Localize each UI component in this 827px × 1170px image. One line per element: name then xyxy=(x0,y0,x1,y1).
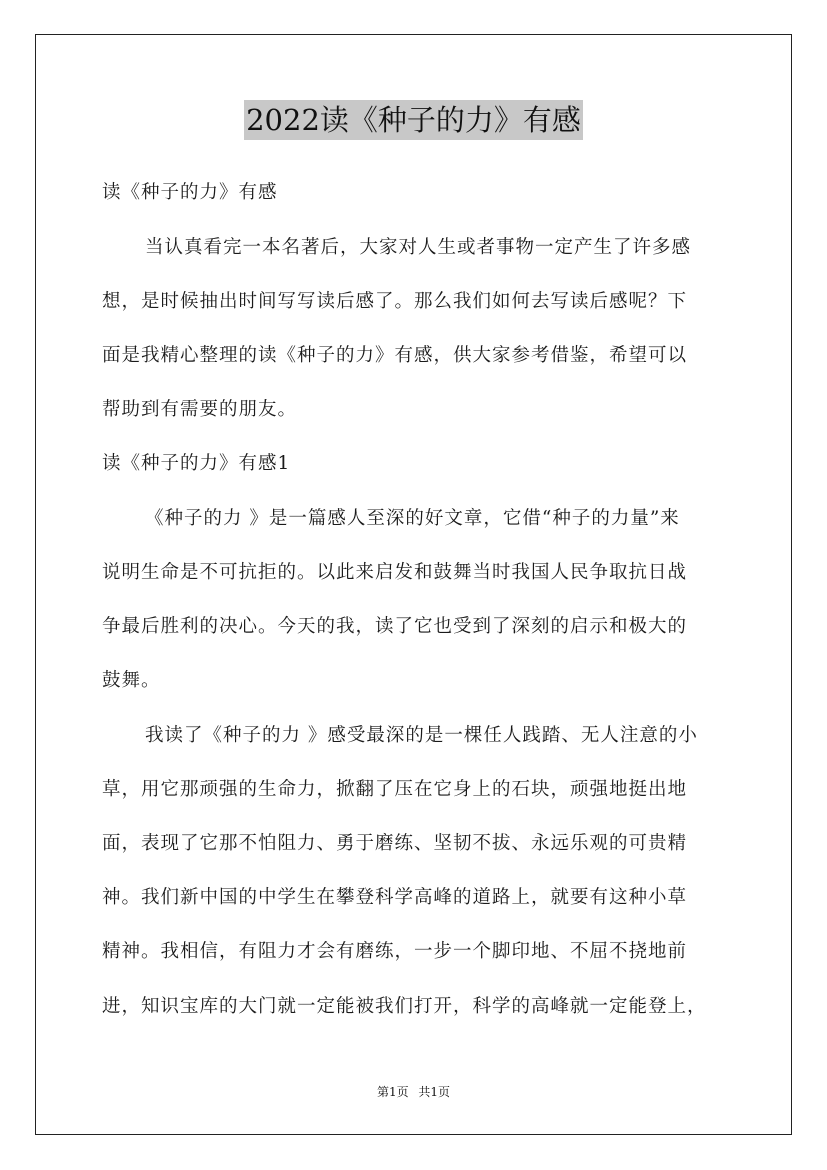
paragraph-line: 帮助到有需要的朋友。 xyxy=(102,399,298,420)
section-heading: 读《种子的力》有感1 xyxy=(102,453,291,474)
paragraph-line: 面，表现了它那不怕阻力、勇于磨练、坚韧不拔、永远乐观的可贵精 xyxy=(102,833,688,854)
page-total: 共1页 xyxy=(418,1085,451,1099)
title-container xyxy=(0,100,827,140)
paragraph-line: 神。我们新中国的中学生在攀登科学高峰的道路上，就要有这种小草 xyxy=(102,887,688,908)
paragraph-line: 说明生命是不可抗拒的。以此来启发和鼓舞当时我国人民争取抗日战 xyxy=(102,562,688,583)
paragraph-line: 当认真看完一本名著后，大家对人生或者事物一定产生了许多感 xyxy=(145,237,692,258)
paragraph-line: 《种子的力 》是一篇感人至深的好文章，它借“种子的力量”来 xyxy=(145,508,680,529)
page-number: 第1页 xyxy=(376,1085,409,1099)
page-footer xyxy=(0,1083,827,1101)
document-title: 2022读《种子的力》有感 xyxy=(244,100,583,140)
paragraph-line: 想，是时候抽出时间写写读后感了。那么我们如何去写读后感呢？下 xyxy=(102,291,688,312)
paragraph-line: 鼓舞。 xyxy=(102,670,161,691)
paragraph-line: 精神。我相信，有阻力才会有磨练，一步一个脚印地、不屈不挠地前 xyxy=(102,941,688,962)
paragraph-line: 争最后胜利的决心。今天的我，读了它也受到了深刻的启示和极大的 xyxy=(102,616,688,637)
paragraph-line: 我读了《种子的力 》感受最深的是一棵任人践踏、无人注意的小 xyxy=(145,725,698,746)
paragraph-line: 面是我精心整理的读《种子的力》有感，供大家参考借鉴，希望可以 xyxy=(102,345,688,366)
paragraph-line: 草，用它那顽强的生命力，掀翻了压在它身上的石块，顽强地挺出地 xyxy=(102,779,688,800)
subtitle-line: 读《种子的力》有感 xyxy=(102,182,278,203)
paragraph-line: 进，知识宝库的大门就一定能被我们打开，科学的高峰就一定能登上， xyxy=(102,996,707,1017)
